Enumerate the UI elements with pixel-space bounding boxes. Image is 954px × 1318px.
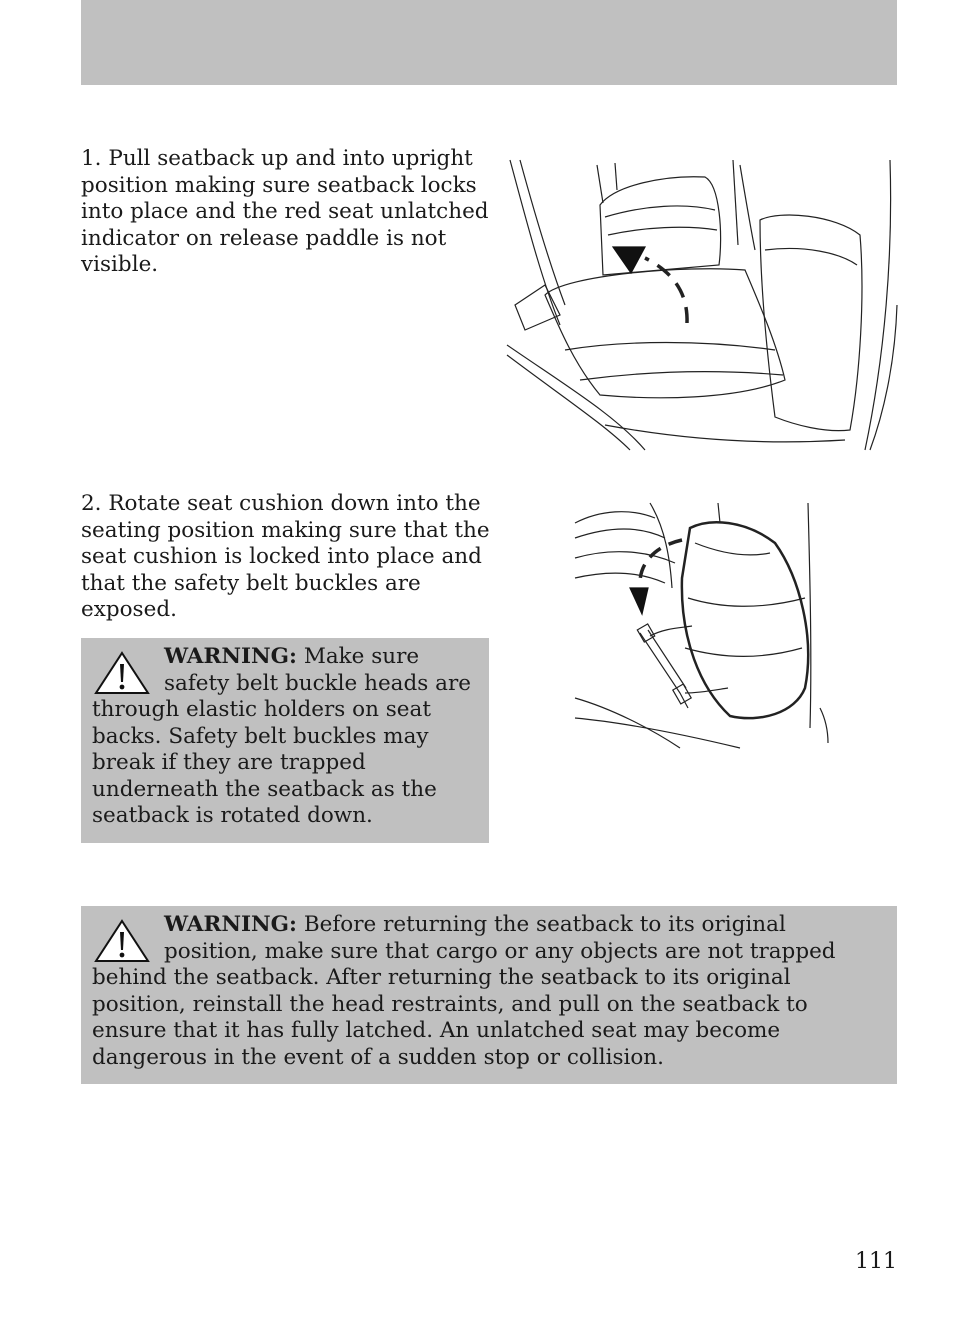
warning-box-buckles (81, 638, 489, 843)
warning-box-cargo (81, 906, 897, 1084)
seat-cushion-rotate-illustration (570, 498, 835, 750)
step-2-text: 2. Rotate seat cushion down into the seating position making sure that the seat cushion is locked into place and that the safety belt buckles are exposed. (81, 491, 490, 622)
warning-label: WARNING: (164, 912, 297, 937)
step-1-text: 1. Pull seatback up and into upright position making sure seatback locks into place and the red seat unlatched indicator on release paddle is not visible. (81, 146, 489, 277)
warning-text: Before returning the seatback to its original position, make sure that cargo or any objects are not trapped behind the seatback. After returning the seatback to its original position, reinstall the head restraints, and pull on the seatback to ensure that it has fully latched. An unlatched seat may become dangerous in the event of a sudden stop or collision. (92, 912, 836, 1070)
page-number: 111 (855, 1249, 897, 1274)
header-band (81, 0, 897, 85)
warning-triangle-icon (94, 918, 150, 964)
warning-triangle-icon (94, 650, 150, 696)
warning-text: Make sure safety belt buckle heads are through elastic holders on seat backs. Safety belt buckles may break if they are trapped underneath the seatback as the seatback is rotated down. (92, 644, 471, 828)
warning-label: WARNING: (164, 644, 297, 669)
seatback-upright-illustration (505, 155, 900, 455)
